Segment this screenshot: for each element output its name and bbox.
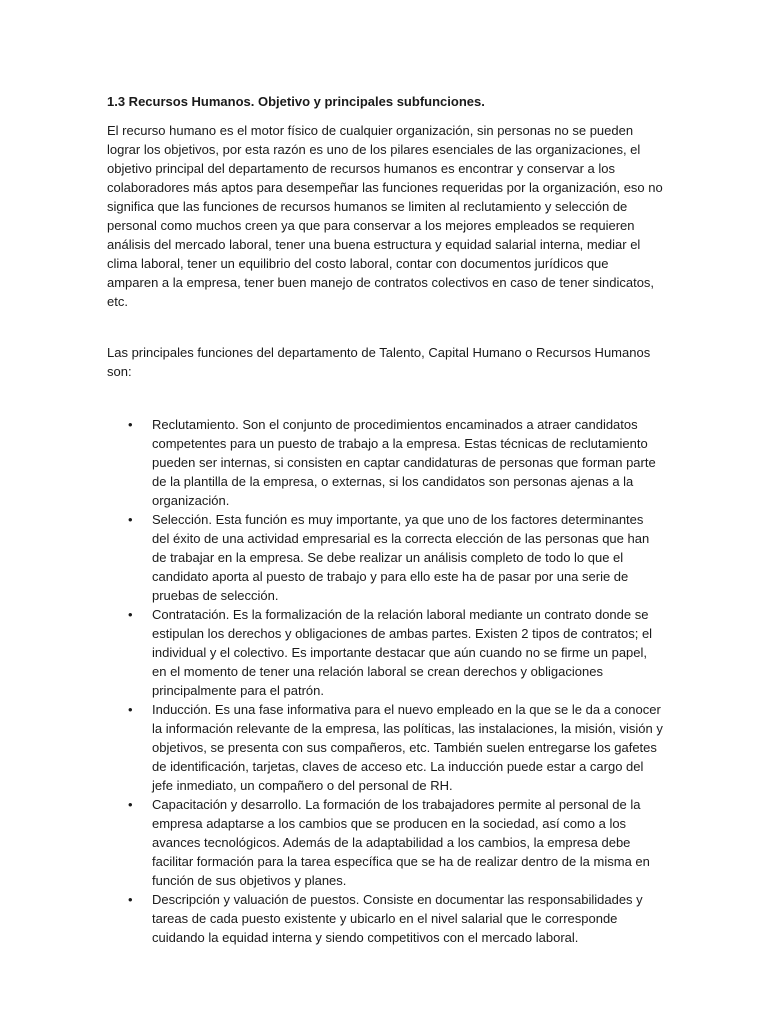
list-item-text: Selección. Esta función es muy importante, ya que uno de los factores determinantes del éxito de una actividad empresarial es la correcta elección de las personas que han de trabajar en la empresa. Se debe realizar un análisis completo de todo lo que el candidato aporta al puesto de trabajo y para ello este ha de pasar por una serie de pruebas de selección. — [152, 512, 650, 603]
list-item-reclutamiento — [107, 415, 663, 510]
document-page — [107, 92, 663, 947]
list-item-seleccion — [107, 510, 663, 605]
functions-list — [107, 415, 663, 947]
list-item-text: Descripción y valuación de puestos. Consiste en documentar las responsabilidades y tareas de cada puesto existente y ubicarlo en el nivel salarial que le corresponde cuidando la equidad interna y siendo competitivos con el mercado laboral. — [152, 892, 643, 945]
list-item-induccion — [107, 700, 663, 795]
intro-paragraph: El recurso humano es el motor físico de cualquier organización, sin personas no se pueden lograr los objetivos, por esta razón es uno de los pilares esenciales de las organizaciones, el objetivo principal del departamento de recursos humanos es encontrar y conservar a los colaboradores más aptos para desempeñar las funciones requeridas por la organización, eso no significa que las funciones de recursos humanos se limiten al reclutamiento y selección de personal como muchos creen ya que para conservar a los mejores empleados se requieren análisis del mercado laboral, tener una buena estructura y equidad salarial interna, mediar el clima laboral, tener un equilibrio del costo laboral, contar con documentos jurídicos que amparen a la empresa, tener buen manejo de contratos colectivos en caso de tener sindicatos, etc. — [107, 123, 663, 309]
bullet-icon: • — [128, 607, 133, 622]
list-intro: Las principales funciones del departamento de Talento, Capital Humano o Recursos Humanos son: — [107, 345, 651, 379]
section-heading: 1.3 Recursos Humanos. Objetivo y principales subfunciones. — [107, 94, 485, 109]
bullet-icon: • — [128, 512, 133, 527]
bullet-icon: • — [128, 417, 133, 432]
list-item-text: Contratación. Es la formalización de la relación laboral mediante un contrato donde se estipulan los derechos y obligaciones de ambas partes. Existen 2 tipos de contratos; el individual y el colectivo. Es importante destacar que aún cuando no se firme un papel, en el momento de tener una relación laboral se crean derechos y obligaciones principalmente para el patrón. — [152, 607, 653, 698]
list-item-descripcion — [107, 890, 663, 947]
list-item-text: Capacitación y desarrollo. La formación de los trabajadores permite al personal de la empresa adaptarse a los cambios que se producen en la sociedad, así como a los avances tecnológicos. Además de la adaptabilidad a los cambios, la empresa debe facilitar formación para la tarea específica que se ha de realizar dentro de la misma en función de sus objetivos y planes. — [152, 797, 650, 888]
bullet-icon: • — [128, 892, 133, 907]
list-item-contratacion — [107, 605, 663, 700]
list-item-text: Reclutamiento. Son el conjunto de procedimientos encaminados a atraer candidatos competentes para un puesto de trabajo a la empresa. Estas técnicas de reclutamiento pueden ser internas, si consisten en captar candidaturas de personas que forman parte de la plantilla de la empresa, o externas, si los candidatos son personas ajenas a la organización. — [152, 417, 656, 508]
list-item-capacitacion — [107, 795, 663, 890]
list-item-text: Inducción. Es una fase informativa para el nuevo empleado en la que se le da a conocer la información relevante de la empresa, las políticas, las instalaciones, la misión, visión y objetivos, se presenta con sus compañeros, etc. También suelen entregarse los gafetes de identificación, tarjetas, claves de acceso etc. La inducción puede estar a cargo del jefe inmediato, un compañero o del personal de RH. — [152, 702, 663, 793]
spacer — [107, 311, 663, 343]
bullet-icon: • — [128, 797, 133, 812]
spacer — [107, 381, 663, 415]
bullet-icon: • — [128, 702, 133, 717]
